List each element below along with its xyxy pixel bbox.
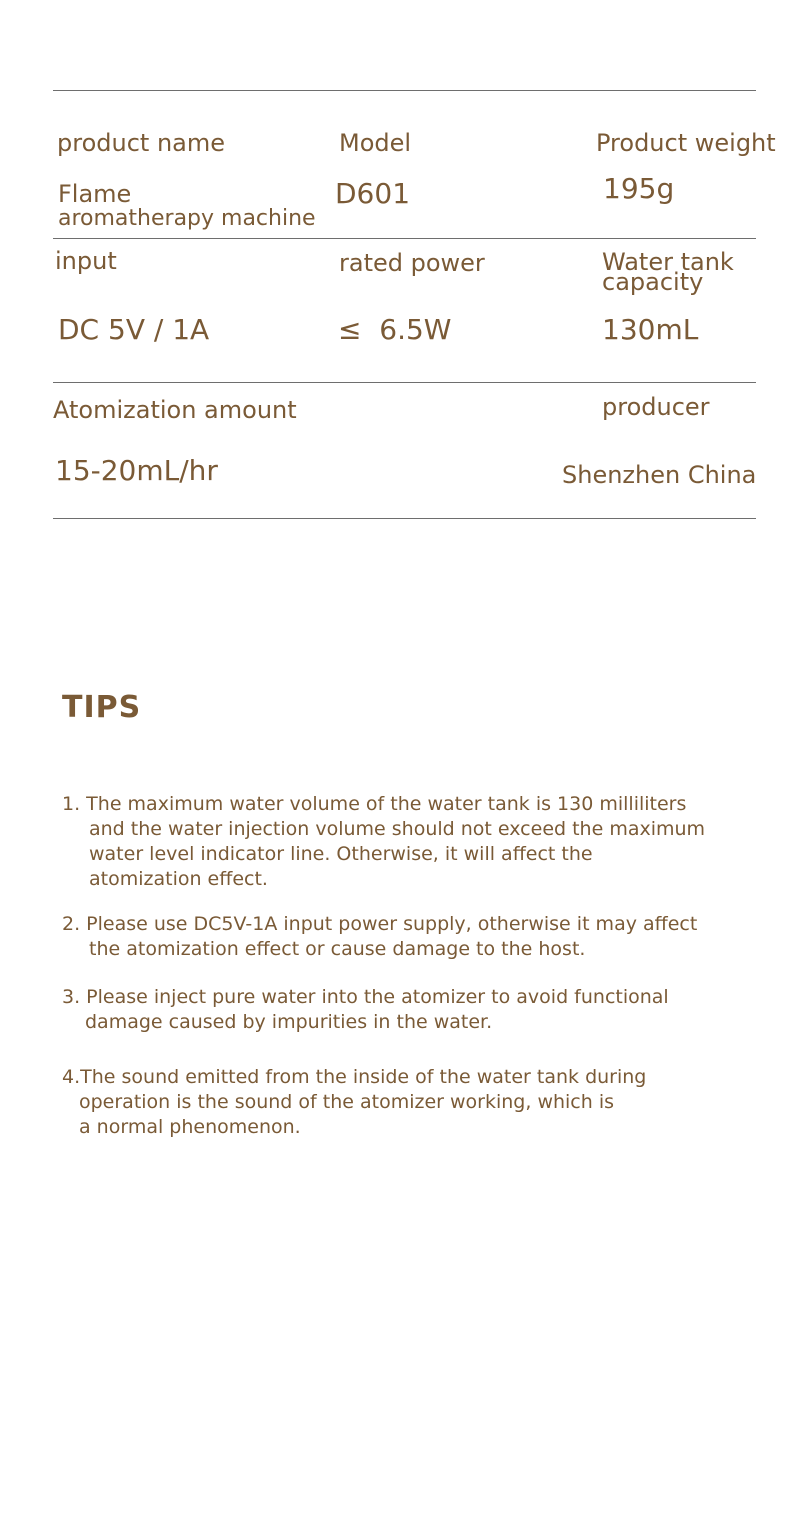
- tip-3-line-2: damage caused by impurities in the water.: [85, 1011, 493, 1033]
- product-weight-label: Product weight: [596, 129, 776, 157]
- tip-1-line-2: and the water injection volume should not exceed the maximum: [89, 818, 706, 840]
- atomization-amount-label: Atomization amount: [53, 396, 297, 424]
- table-row1-divider: [53, 238, 756, 239]
- producer-value: Shenzhen China: [562, 461, 757, 489]
- model-label: Model: [339, 129, 412, 157]
- tip-3-line-1: 3. Please inject pure water into the atomizer to avoid functional: [62, 986, 669, 1008]
- tip-item-3: [62, 985, 669, 1035]
- tip-1-line-1: 1. The maximum water volume of the water tank is 130 milliliters: [62, 793, 687, 815]
- tip-1-line-3: water level indicator line. Otherwise, it will affect the: [89, 843, 593, 865]
- tip-1-line-4: atomization effect.: [89, 868, 268, 890]
- table-bottom-divider: [53, 518, 756, 519]
- water-tank-label-line2: capacity: [602, 268, 704, 296]
- input-label: input: [55, 247, 117, 275]
- tip-2-line-1: 2. Please use DC5V-1A input power supply, otherwise it may affect: [62, 913, 698, 935]
- tip-item-2: [62, 912, 697, 962]
- product-weight-value: 195g: [603, 172, 675, 205]
- tip-4-line-1: 4.The sound emitted from the inside of the water tank during: [62, 1066, 647, 1088]
- rated-power-label: rated power: [339, 249, 485, 277]
- table-top-divider: [53, 90, 756, 91]
- tip-4-line-3: a normal phenomenon.: [79, 1116, 301, 1138]
- atomization-amount-value: 15-20mL/hr: [55, 454, 218, 487]
- product-name-label: product name: [57, 129, 225, 157]
- rated-power-value: ≤ 6.5W: [338, 313, 452, 346]
- tip-item-4: [62, 1065, 646, 1140]
- tip-2-line-2: the atomization effect or cause damage to the host.: [89, 938, 586, 960]
- input-value: DC 5V / 1A: [58, 313, 210, 346]
- water-tank-label-line1: Water tank: [602, 248, 734, 276]
- tip-4-line-2: operation is the sound of the atomizer working, which is: [79, 1091, 615, 1113]
- product-name-value-line1: Flame: [58, 180, 132, 208]
- product-name-value-line2: aromatherapy machine: [58, 206, 316, 231]
- producer-label: producer: [602, 393, 710, 421]
- tips-title: TIPS: [62, 690, 142, 725]
- water-tank-value: 130mL: [602, 313, 699, 346]
- model-value: D601: [335, 177, 411, 210]
- table-row2-divider: [53, 382, 756, 383]
- tip-item-1: [62, 792, 705, 892]
